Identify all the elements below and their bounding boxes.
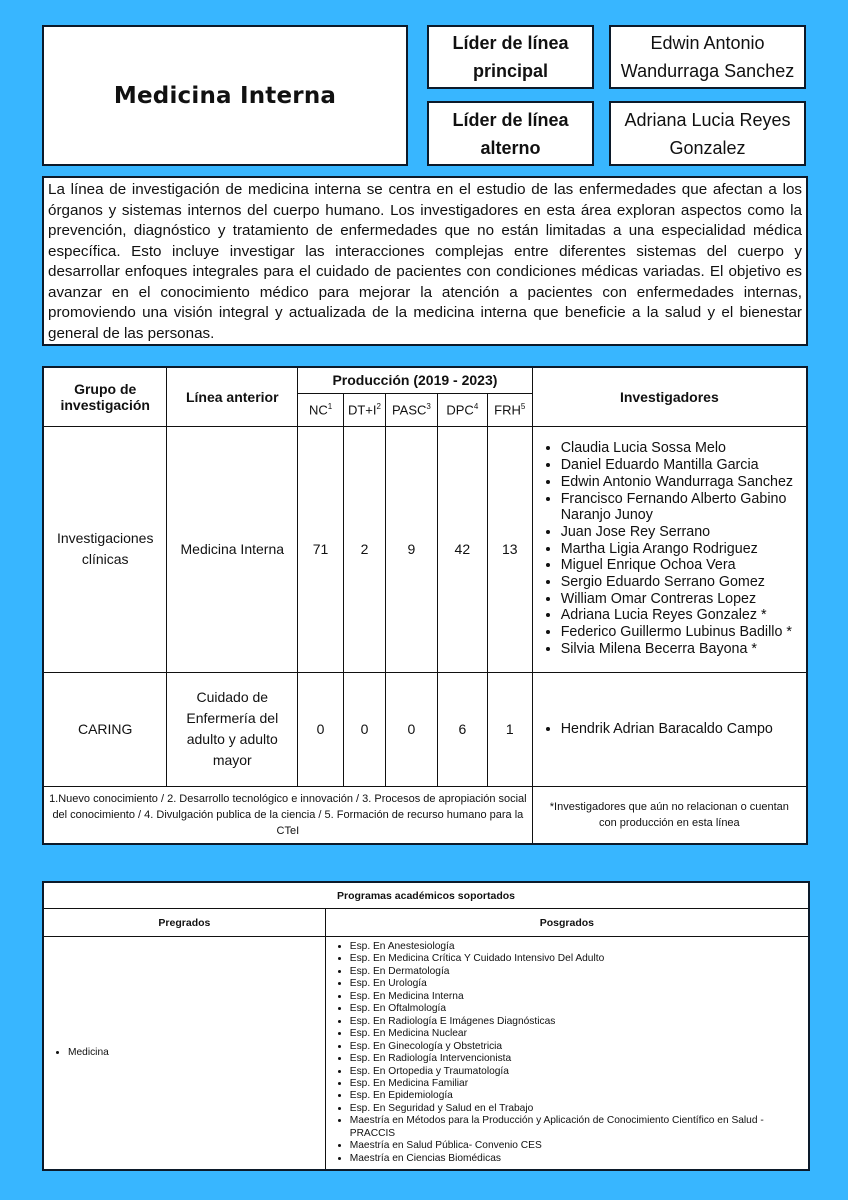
principal-leader-label: Líder de línea principal bbox=[427, 25, 594, 89]
value-nc: 0 bbox=[298, 672, 344, 786]
header-previous-line: Línea anterior bbox=[167, 367, 298, 426]
production-table bbox=[42, 366, 808, 845]
researcher-item: • Martha Ligia Arango Rodriguez bbox=[561, 541, 800, 558]
group-name: CARING bbox=[43, 672, 167, 786]
researcher-item: • Edwin Antonio Wandurraga Sanchez bbox=[561, 474, 800, 491]
researcher-item: • William Omar Contreras Lopez bbox=[561, 591, 800, 608]
researcher-item: • Silvia Milena Becerra Bayona * bbox=[561, 641, 800, 658]
programs-title: Programas académicos soportados bbox=[43, 882, 809, 909]
value-dti: 2 bbox=[343, 426, 385, 672]
alternate-leader-label: Líder de línea alterno bbox=[427, 101, 594, 166]
value-frh: 13 bbox=[487, 426, 532, 672]
program-item: • Esp. En Dermatología bbox=[350, 966, 806, 978]
header-dti: $DT+I^2$ bbox=[343, 393, 385, 426]
program-item: • Esp. En Urología bbox=[350, 978, 806, 990]
researcher-item: • Hendrik Adrian Baracaldo Campo bbox=[561, 721, 800, 738]
program-item: • Esp. En Ortopedia y Traumatología bbox=[350, 1066, 806, 1078]
postgrad-list bbox=[325, 937, 809, 1171]
program-item: • Esp. En Medicina Nuclear bbox=[350, 1028, 806, 1040]
previous-line: Medicina Interna bbox=[167, 426, 298, 672]
header-production: Producción (2019 - 2023) bbox=[298, 367, 533, 393]
program-item: • Medicina bbox=[68, 1047, 323, 1059]
production-legend: 1.Nuevo conocimiento / 2. Desarrollo tecnológico e innovación / 3. Procesos de apropiación social del conocimiento / 4. Divulgación publica de la ciencia / 5. Formación de recurso humano para la CTeI bbox=[43, 786, 532, 844]
researcher-item: • Claudia Lucia Sossa Melo bbox=[561, 440, 800, 457]
value-frh: 1 bbox=[487, 672, 532, 786]
program-item: • Esp. En Radiología E Imágenes Diagnósticas bbox=[350, 1016, 806, 1028]
table-row bbox=[43, 672, 807, 786]
value-dpc: 42 bbox=[437, 426, 487, 672]
researcher-item: • Miguel Enrique Ochoa Vera bbox=[561, 557, 800, 574]
value-nc: 71 bbox=[298, 426, 344, 672]
page-title: Medicina Interna bbox=[113, 82, 337, 109]
program-item: • Esp. En Medicina Familiar bbox=[350, 1078, 806, 1090]
alternate-leader-name: Adriana Lucia Reyes Gonzalez bbox=[609, 101, 806, 166]
value-dti: 0 bbox=[343, 672, 385, 786]
program-item: • Esp. En Ginecología y Obstetricia bbox=[350, 1041, 806, 1053]
researchers-list bbox=[532, 426, 807, 672]
undergrad-header: Pregrados bbox=[43, 909, 325, 937]
principal-leader-name: Edwin Antonio Wandurraga Sanchez bbox=[609, 25, 806, 89]
researcher-item: • Adriana Lucia Reyes Gonzalez * bbox=[561, 607, 800, 624]
value-pasc: 9 bbox=[385, 426, 437, 672]
value-dpc: 6 bbox=[437, 672, 487, 786]
program-item: • Esp. En Seguridad y Salud en el Trabajo bbox=[350, 1103, 806, 1115]
program-item: • Esp. En Anestesiología bbox=[350, 941, 806, 953]
program-item: • Maestría en Ciencias Biomédicas bbox=[350, 1153, 806, 1165]
table-row bbox=[43, 426, 807, 672]
undergrad-list bbox=[43, 937, 325, 1171]
researchers-footnote: *Investigadores que aún no relacionan o cuentan con producción en esta línea bbox=[532, 786, 807, 844]
program-item: • Esp. En Oftalmología bbox=[350, 1003, 806, 1015]
program-item: • Esp. En Medicina Crítica Y Cuidado Intensivo Del Adulto bbox=[350, 953, 806, 965]
researcher-item: • Federico Guillermo Lubinus Badillo * bbox=[561, 624, 800, 641]
researcher-item: • Sergio Eduardo Serrano Gomez bbox=[561, 574, 800, 591]
program-item: • Esp. En Medicina Interna bbox=[350, 991, 806, 1003]
program-item: • Esp. En Radiología Intervencionista bbox=[350, 1053, 806, 1065]
previous-line: Cuidado de Enfermería del adulto y adulto mayor bbox=[167, 672, 298, 786]
postgrad-header: Posgrados bbox=[325, 909, 809, 937]
researcher-item: • Francisco Fernando Alberto Gabino Naranjo Junoy bbox=[561, 491, 800, 524]
researcher-item: • Juan Jose Rey Serrano bbox=[561, 524, 800, 541]
header-researchers: Investigadores bbox=[532, 367, 807, 426]
header-frh: FRH$^5$ bbox=[487, 393, 532, 426]
program-item: • Maestría en Métodos para la Producción y Aplicación de Conocimiento Científico en Salud - PRACCIS bbox=[350, 1115, 806, 1140]
header-pasc: PASC$^3$ bbox=[385, 393, 437, 426]
group-name: Investigaciones clínicas bbox=[43, 426, 167, 672]
title-box bbox=[42, 25, 408, 166]
line-description: La línea de investigación de medicina interna se centra en el estudio de las enfermedades que afectan a los órganos y sistemas internos del cuerpo humano. Los investigadores en esta área exploran aspectos como la prevención, diagnóstico y tratamiento de enfermedades que no están limitadas a una especialidad médica específica. Esto incluye investigar las interacciones complejas entre diferentes sistemas del cuerpo y desarrollar enfoques integrales para el cuidado de pacientes con condiciones médicas variadas. El objetivo es avanzar en el conocimiento médico para mejorar la atención a pacientes con enfermedades internas, promoviendo una visión integral y actualizada de la medicina interna que beneficie a la salud y el bienestar general de las personas. bbox=[42, 176, 808, 346]
header-dpc: DPC$^4$ bbox=[437, 393, 487, 426]
program-item: • Esp. En Epidemiología bbox=[350, 1090, 806, 1102]
program-item: • Maestría en Salud Pública- Convenio CES bbox=[350, 1140, 806, 1152]
programs-table bbox=[42, 881, 810, 1171]
value-pasc: 0 bbox=[385, 672, 437, 786]
researchers-list bbox=[532, 672, 807, 786]
header-group: Grupo de investigación bbox=[43, 367, 167, 426]
researcher-item: • Daniel Eduardo Mantilla Garcia bbox=[561, 457, 800, 474]
header-nc: $NC^1$ bbox=[298, 393, 344, 426]
